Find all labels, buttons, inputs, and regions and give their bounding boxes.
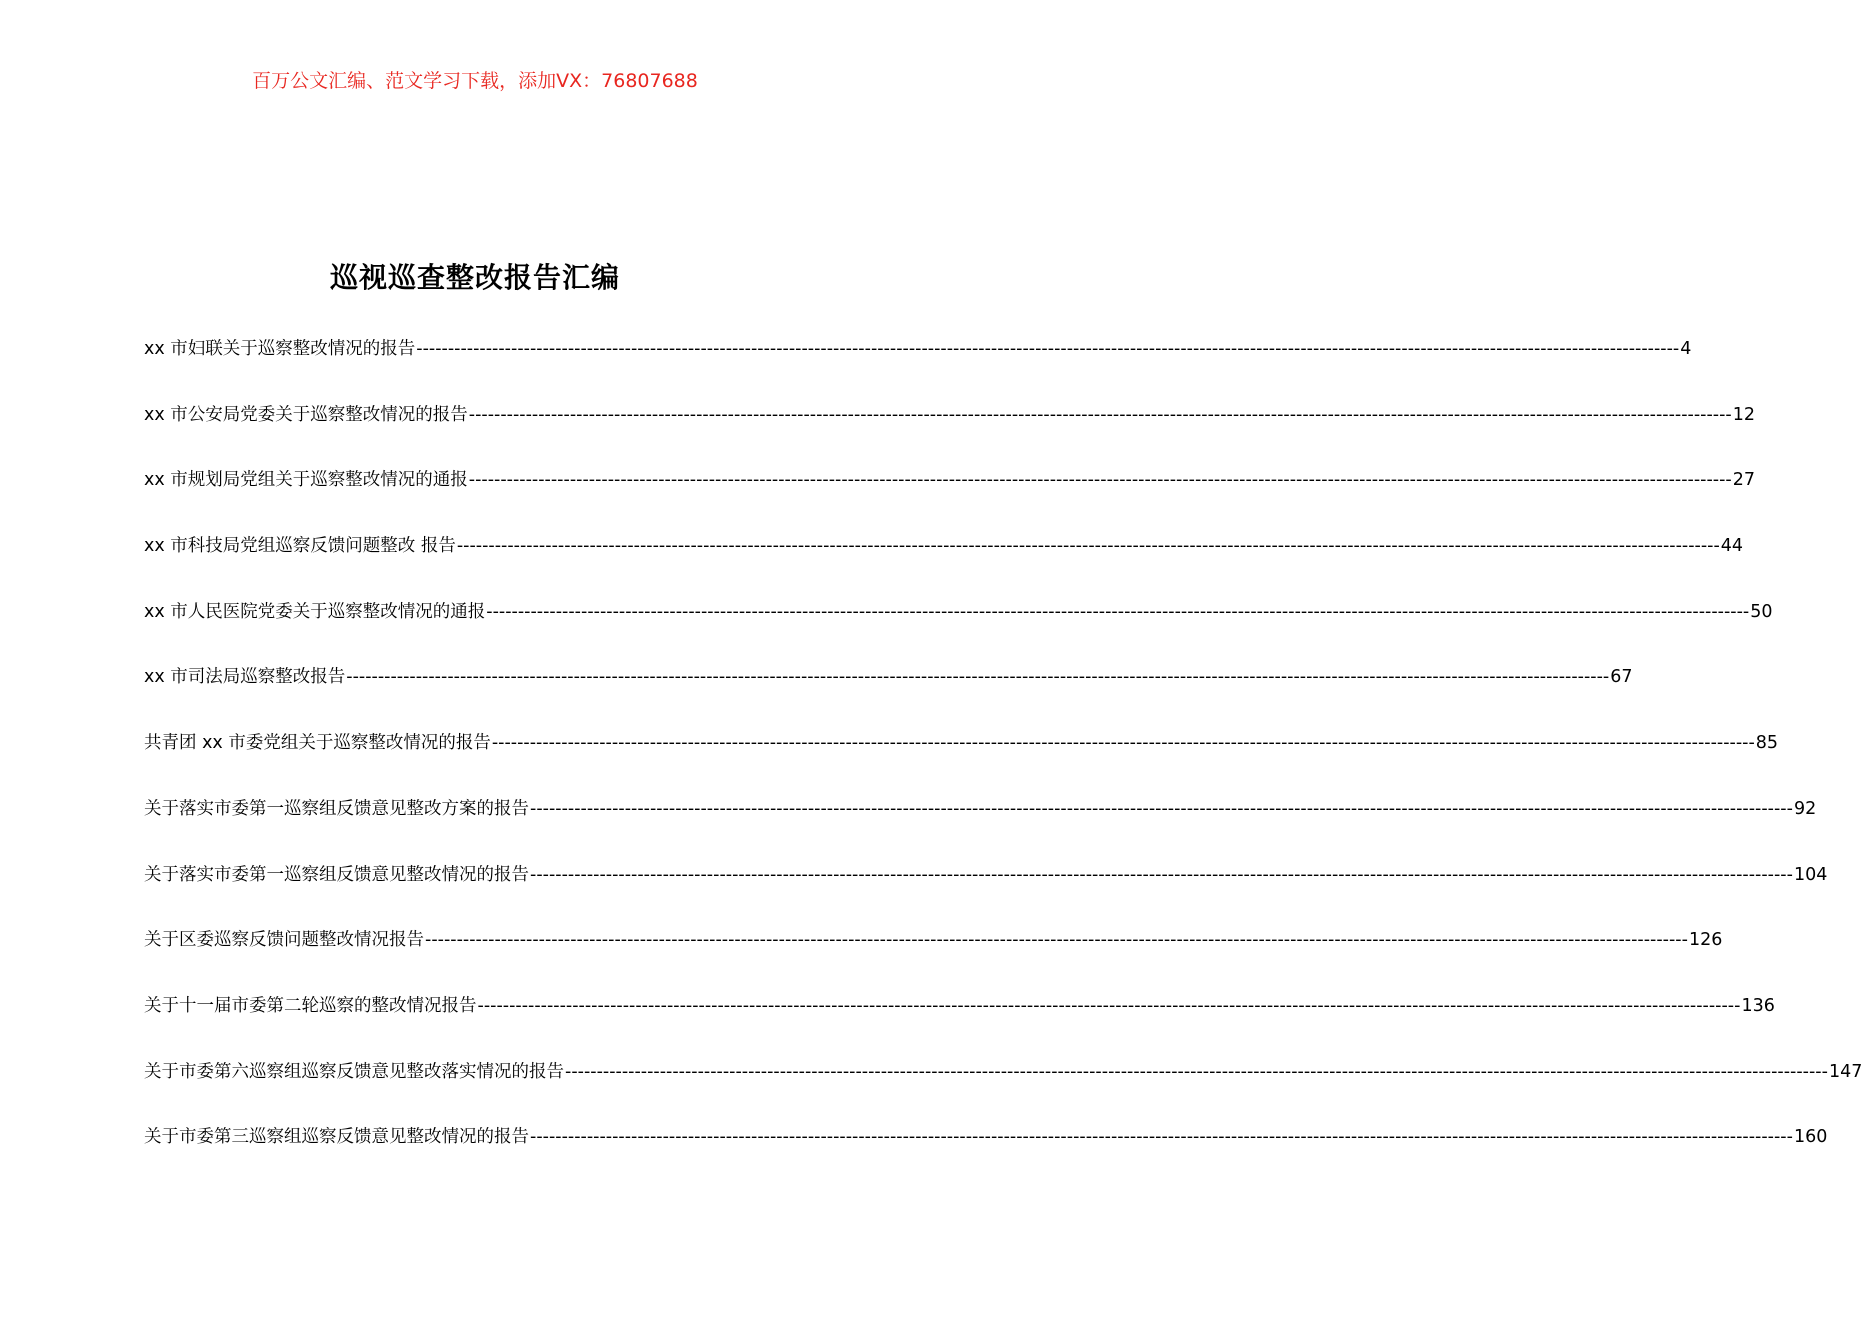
toc-leader: -------------------------------------------------------------------------------------------------------------------------------------------------------------------------------------------------------- <box>565 1061 1828 1082</box>
toc-entry-page: 50 <box>1750 601 1773 622</box>
toc-entry-page: 44 <box>1720 536 1744 557</box>
toc-entry[interactable] <box>144 992 1775 1058</box>
toc-leader: -------------------------------------------------------------------------------------------------------------------------------------------------------------------------------------------------------- <box>491 733 1755 754</box>
toc-entry-page: 4 <box>1680 339 1692 359</box>
toc-entry-title: xx 市公安局党委关于巡察整改情况的报告 <box>144 404 468 425</box>
toc-entry-title: xx 市司法局巡察整改报告 <box>144 667 346 688</box>
toc-leader: -------------------------------------------------------------------------------------------------------------------------------------------------------------------------------------------------------- <box>530 1127 1793 1148</box>
toc-entry[interactable] <box>144 663 1633 729</box>
toc-entry-title: 共青团 xx 市委党组关于巡察整改情况的报告 <box>144 733 491 754</box>
toc-entry-title: 关于市委第六巡察组巡察反馈意见整改落实情况的报告 <box>144 1061 564 1082</box>
toc-entry-title: xx 市人民医院党委关于巡察整改情况的通报 <box>144 601 486 622</box>
toc-entry-page: 147 <box>1828 1061 1862 1082</box>
toc-entry-title: 关于落实市委第一巡察组反馈意见整改方案的报告 <box>144 798 529 819</box>
toc-leader: -------------------------------------------------------------------------------------------------------------------------------------------------------------------------------------------------------- <box>468 404 1732 425</box>
toc-entry-page: 85 <box>1755 733 1779 754</box>
toc-entry[interactable] <box>144 1058 1862 1124</box>
toc-entry[interactable] <box>144 598 1773 664</box>
toc-entry[interactable] <box>144 1123 1828 1189</box>
toc-entry-title: 关于十一届市委第二轮巡察的整改情况报告 <box>144 995 477 1016</box>
toc-entry[interactable] <box>144 466 1756 532</box>
toc-leader: -------------------------------------------------------------------------------------------------------------------------------------------------------------------------------------------------------- <box>416 339 1680 359</box>
toc-entry-page: 126 <box>1688 930 1723 951</box>
toc-entry-page: 160 <box>1793 1127 1828 1148</box>
toc-leader: -------------------------------------------------------------------------------------------------------------------------------------------------------------------------------------------------------- <box>456 536 1720 557</box>
toc-entry-title: xx 市科技局党组巡察反馈问题整改 报告 <box>144 536 456 557</box>
toc-entry[interactable] <box>144 926 1723 992</box>
toc-entry-title: 关于市委第三巡察组巡察反馈意见整改情况的报告 <box>144 1127 529 1148</box>
toc-leader: -------------------------------------------------------------------------------------------------------------------------------------------------------------------------------------------------------- <box>425 930 1688 951</box>
toc-entry-page: 67 <box>1610 667 1633 688</box>
table-of-contents <box>144 335 1862 1189</box>
toc-entry-page: 92 <box>1793 798 1817 819</box>
toc-entry[interactable] <box>144 795 1817 861</box>
toc-entry-page: 27 <box>1732 470 1756 491</box>
toc-entry[interactable] <box>144 335 1692 401</box>
toc-entry-page: 104 <box>1793 864 1828 885</box>
toc-leader: -------------------------------------------------------------------------------------------------------------------------------------------------------------------------------------------------------- <box>530 798 1793 819</box>
toc-leader: -------------------------------------------------------------------------------------------------------------------------------------------------------------------------------------------------------- <box>530 864 1793 885</box>
toc-entry-page: 12 <box>1732 404 1756 425</box>
toc-entry[interactable] <box>144 532 1744 598</box>
toc-entry-title: 关于落实市委第一巡察组反馈意见整改情况的报告 <box>144 864 529 885</box>
toc-leader: -------------------------------------------------------------------------------------------------------------------------------------------------------------------------------------------------------- <box>346 667 1610 688</box>
header-banner: 百万公文汇编、范文学习下载，添加VX：76807688 <box>252 70 698 92</box>
document-title: 巡视巡查整改报告汇编 <box>329 261 620 294</box>
toc-entry-page: 136 <box>1741 995 1775 1016</box>
toc-entry-title: xx 市规划局党组关于巡察整改情况的通报 <box>144 470 468 491</box>
toc-entry[interactable] <box>144 401 1756 467</box>
toc-entry-title: xx 市妇联关于巡察整改情况的报告 <box>144 339 416 359</box>
toc-entry[interactable] <box>144 861 1828 927</box>
toc-leader: -------------------------------------------------------------------------------------------------------------------------------------------------------------------------------------------------------- <box>486 601 1750 622</box>
toc-leader: -------------------------------------------------------------------------------------------------------------------------------------------------------------------------------------------------------- <box>468 470 1732 491</box>
toc-leader: -------------------------------------------------------------------------------------------------------------------------------------------------------------------------------------------------------- <box>477 995 1741 1016</box>
toc-entry-title: 关于区委巡察反馈问题整改情况报告 <box>144 930 424 951</box>
toc-entry[interactable] <box>144 729 1779 795</box>
